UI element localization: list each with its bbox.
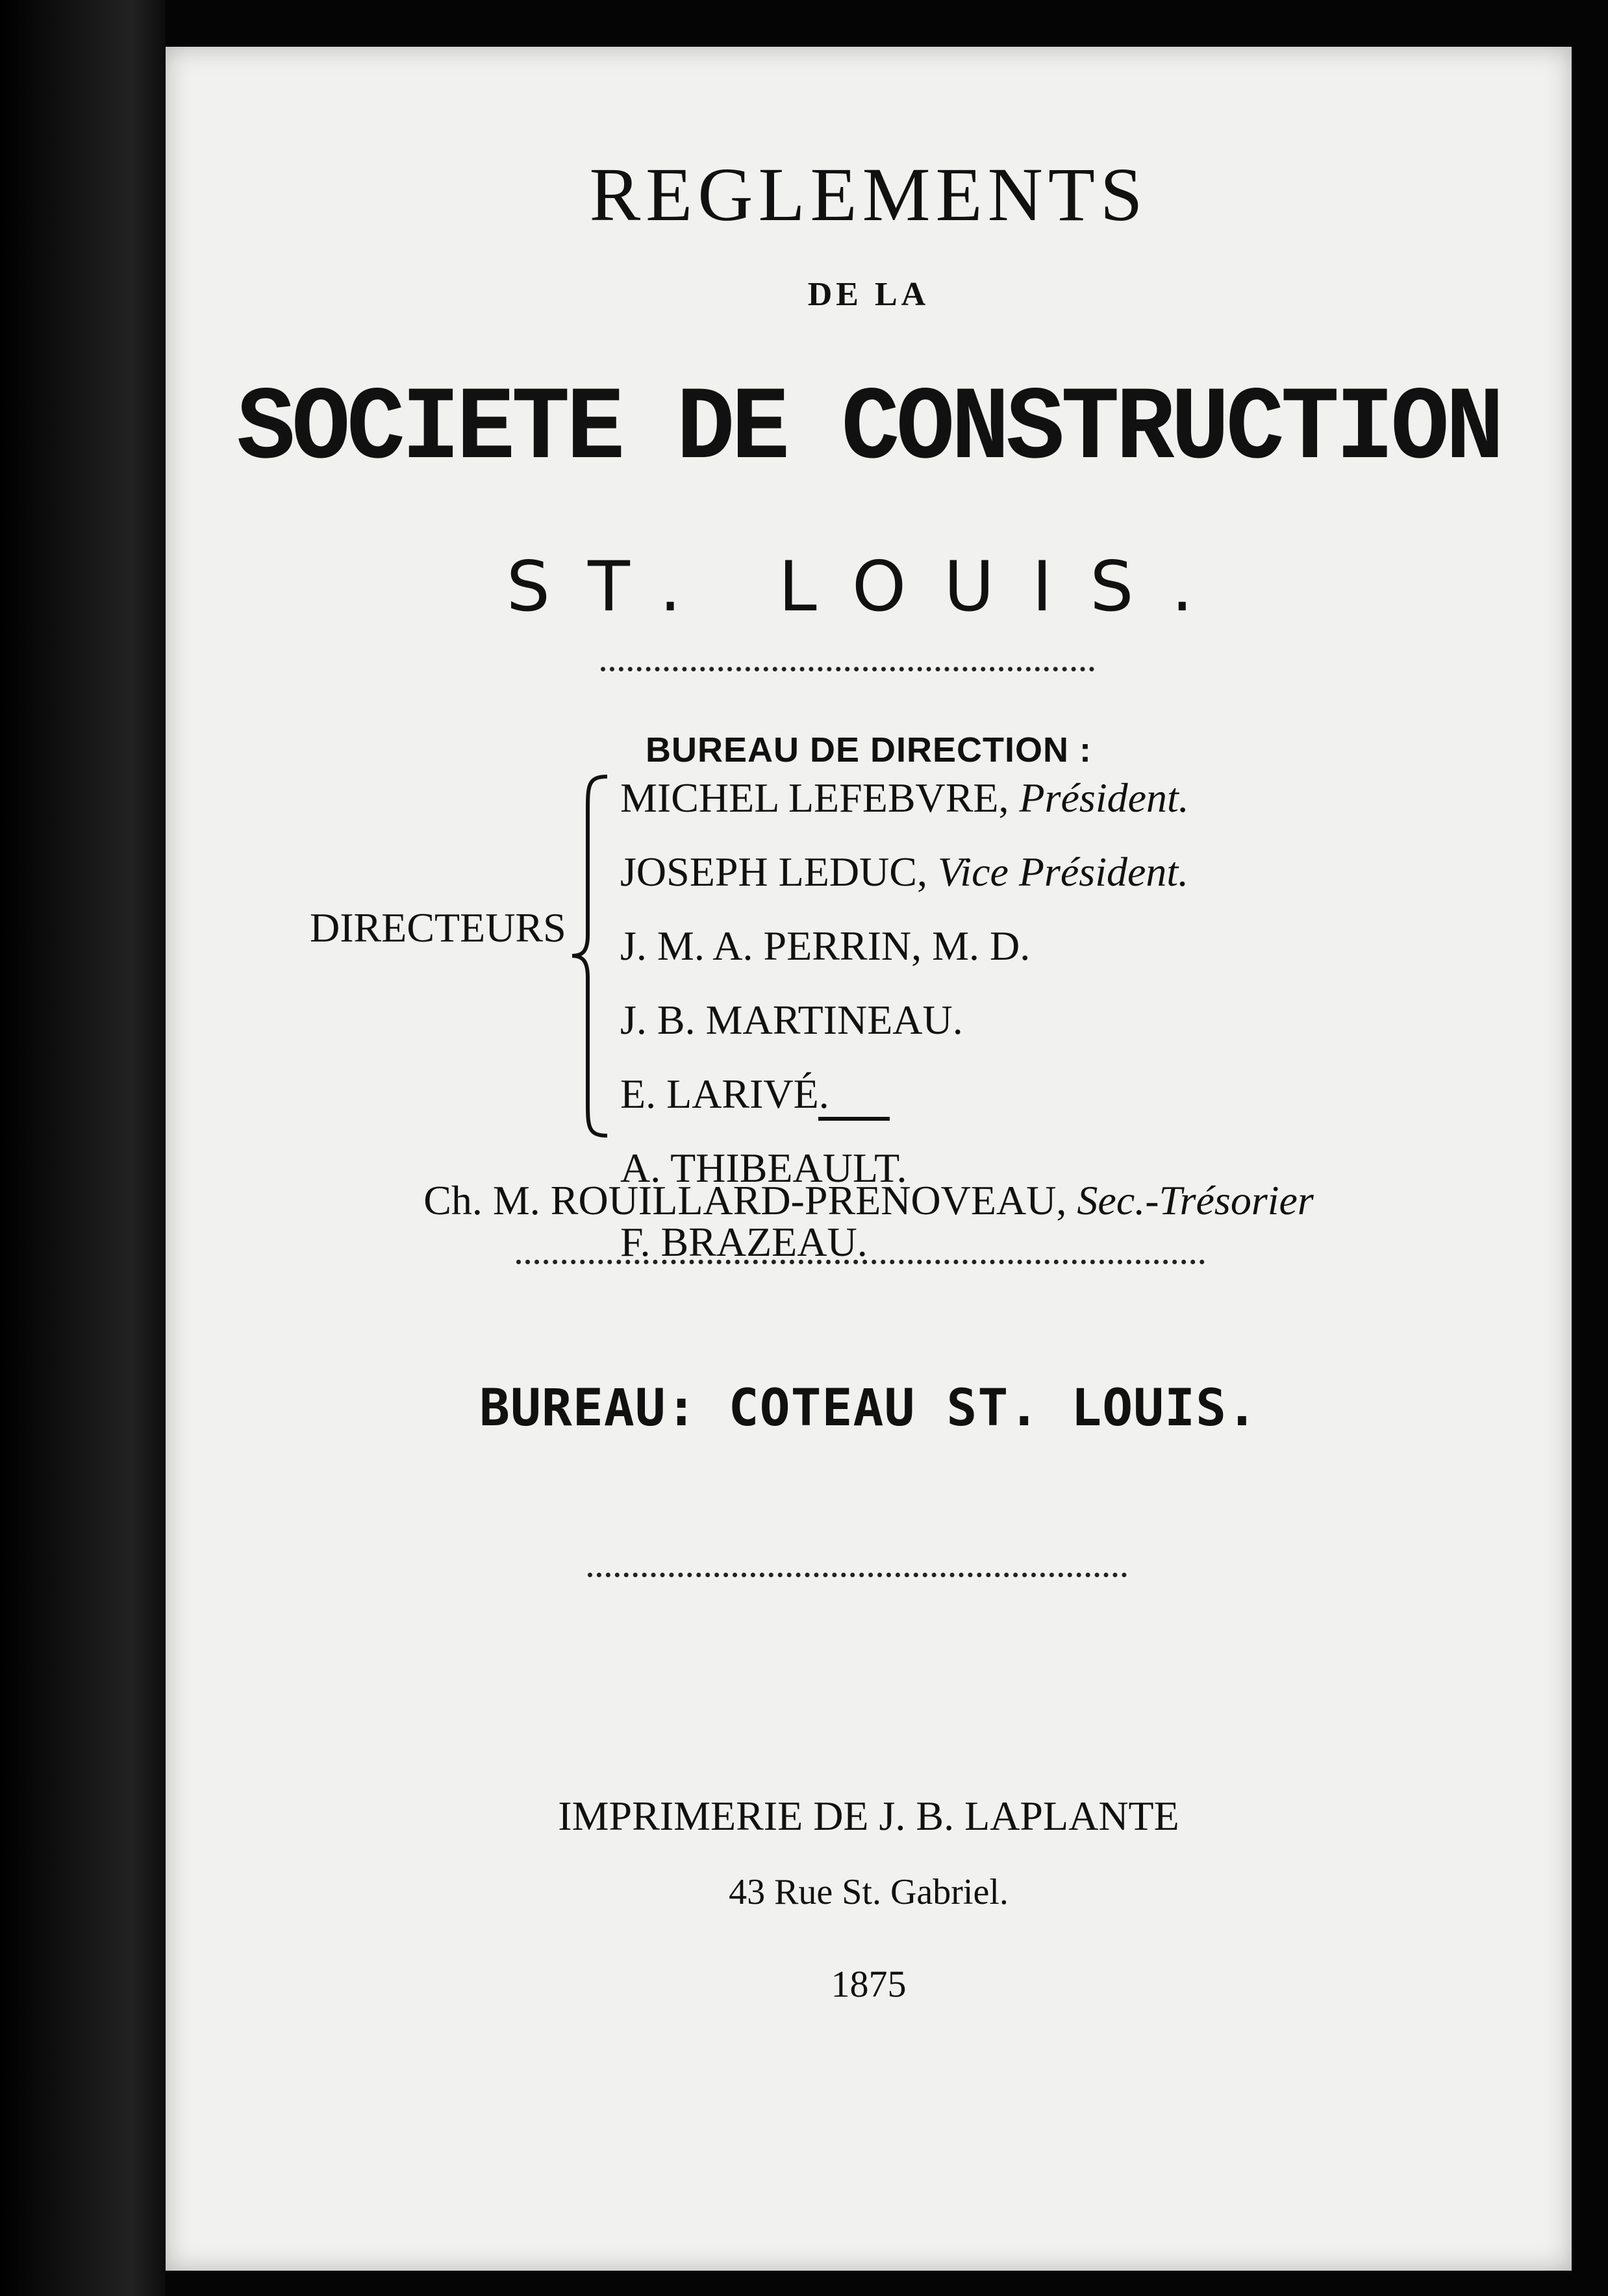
director-name: JOSEPH LEDUC,: [620, 849, 927, 895]
director-name: E. LARIVÉ.: [620, 1071, 829, 1117]
director-name: A. THIBEAULT.: [620, 1145, 907, 1191]
imprint-printer: IMPRIMERIE DE J. B. LAPLANTE: [558, 1793, 1179, 1839]
director-name: J. M. A. PERRIN, M. D.: [620, 923, 1031, 969]
director-row: [620, 909, 1189, 983]
bureau-address: BUREAU: COTEAU ST. LOUIS.: [479, 1379, 1258, 1438]
directeurs-label: DIRECTEURS: [310, 905, 566, 951]
director-row: [620, 1057, 1189, 1131]
secretary-name: M. ROUILLARD-PRENOVEAU,: [492, 1177, 1067, 1223]
brace-icon: [568, 773, 614, 1140]
title-page: [166, 47, 1572, 2271]
director-name: F. BRAZEAU.: [620, 1219, 868, 1265]
divider-dotted-1: [601, 667, 1094, 671]
heading-reglements: REGLEMENTS: [589, 152, 1148, 237]
director-role: Vice Président.: [937, 849, 1189, 895]
director-role: Président.: [1019, 775, 1189, 821]
divider-dotted-2: [516, 1260, 1205, 1264]
imprint-year: 1875: [831, 1963, 907, 2005]
book-spine: [0, 0, 166, 2296]
bureau-direction-heading: BUREAU DE DIRECTION :: [645, 730, 1092, 769]
director-name: MICHEL LEFEBVRE,: [620, 775, 1009, 821]
secretary-prefix: Ch.: [423, 1177, 483, 1223]
imprint-address: 43 Rue St. Gabriel.: [729, 1872, 1009, 1912]
heading-de-la: DE LA: [807, 276, 930, 313]
divider-solid: [818, 1117, 890, 1121]
heading-st-louis: ST. LOUIS.: [506, 547, 1231, 627]
secretary-role: Sec.-Trésorier: [1077, 1177, 1314, 1223]
director-row: [620, 761, 1189, 835]
director-name: J. B. MARTINEAU.: [620, 997, 963, 1043]
director-row: [620, 835, 1189, 909]
director-row: [620, 983, 1189, 1057]
secretary-line: [166, 1177, 1572, 1225]
heading-societe: SOCIETE DE CONSTRUCTION: [236, 371, 1501, 489]
divider-dotted-3: [588, 1573, 1127, 1577]
